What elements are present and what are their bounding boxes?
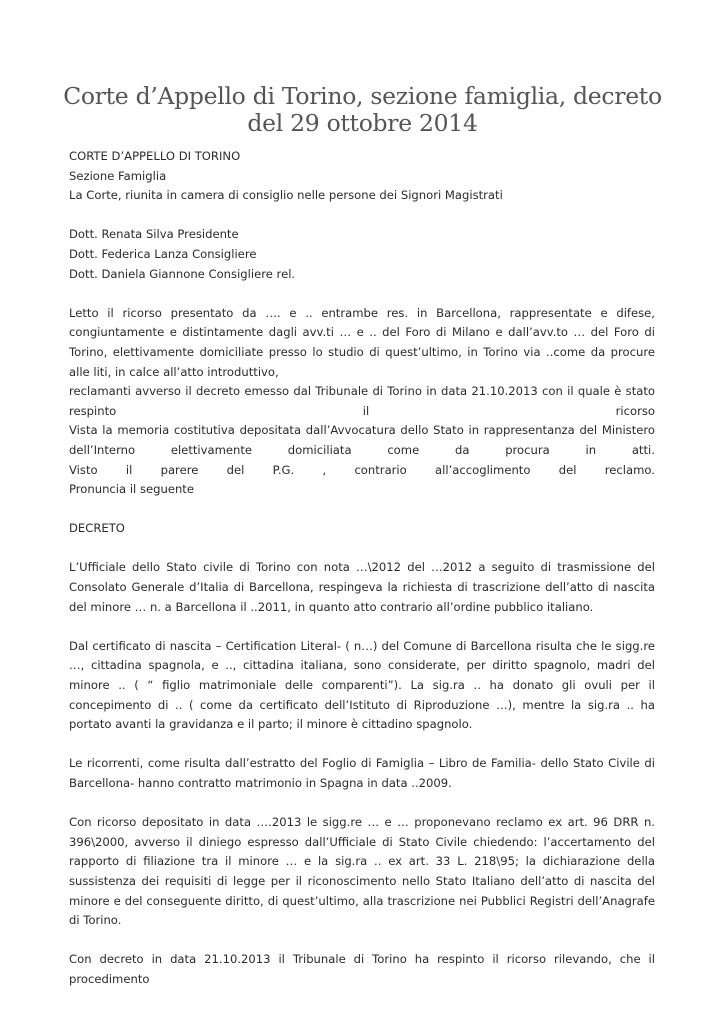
judge-councillor: Dott. Federica Lanza Consigliere: [69, 246, 257, 261]
visto-word: del: [558, 462, 577, 477]
body-paragraph: Le ricorrenti, come risulta dall’estratto del Foglio di Famiglia – Libro de Familia- dello Stato Civile di Barcellona- hanno contratto matrimonio in Spagna in data ..2009.: [69, 756, 655, 790]
court-section: Sezione Famiglia: [69, 168, 167, 183]
visto-word: all’accoglimento: [435, 462, 531, 477]
interno-word: atti.: [631, 442, 655, 457]
visto-word: ,: [322, 462, 327, 477]
reclamanti-line: reclamanti avverso il decreto emesso dal Tribunale di Torino in data 21.10.2013 con il quale è stato: [69, 384, 655, 399]
visto-word: Visto: [69, 462, 98, 477]
interno-word: da: [454, 442, 470, 457]
visto-word: P.G.: [272, 462, 295, 477]
interno-word: elettivamente: [170, 442, 253, 457]
court-header: [69, 147, 655, 206]
memoria-line: Vista la memoria costitutiva depositata dall’Avvocatura dello Stato in rappresentanza del Ministero: [69, 423, 655, 438]
judge-president: Dott. Renata Silva Presidente: [69, 227, 239, 242]
interno-word: come: [387, 442, 420, 457]
body-paragraph: Dal certificato di nascita – Certification Literal- ( n…) del Comune di Barcellona risulta che le sigg.re …, cittadina spagnola, e .., cittadina italiana, sono considerate, per diritto spagnolo, madri del minore .. ( “ figlio matrimoniale delle comparenti”). La sig.ra .. ha donato gli ovuli per il concepimento di .. ( come da certificato dell’Istituto di Riproduzione …), mentre la sig.ra .. ha portato avanti la gravidanza e il parto; il minore è cittadino spagnolo.: [69, 638, 655, 732]
court-composition: La Corte, riunita in camera di consiglio nelle persone dei Signori Magistrati: [69, 188, 503, 203]
interno-word: procura: [505, 442, 550, 457]
respinto-line: [69, 402, 655, 422]
pronuncia-line: Pronuncia il seguente: [69, 482, 194, 497]
body-paragraph: Con ricorso depositato in data ….2013 le sigg.re … e … proponevano reclamo ex art. 96 DRR n. 396\2000, avverso il diniego espresso dall’Ufficiale di Stato Civile chiedendo: l’accertamento del rapporto di filiazione tra il minore … e la sig.ra .. ex art. 33 L. 218\95; la dichiarazione della sussistenza dei requisiti di legge per il riconoscimento nello Stato Italiano dell’atto di nascita del minore e del conseguente diritto, di quest’ultimo, alla trascrizione nei Pubblici Registri dell’Anagrafe di Torino.: [69, 815, 655, 928]
document-title: Corte d’Appello di Torino, sezione famiglia, decreto del 29 ottobre 2014: [63, 82, 662, 137]
visto-word: del: [226, 462, 245, 477]
visto-word: parere: [160, 462, 199, 477]
judges-list: [69, 225, 655, 284]
judge-rapporteur: Dott. Daniela Giannone Consigliere rel.: [69, 266, 296, 281]
court-name: CORTE D’APPELLO DI TORINO: [69, 149, 241, 163]
interno-line: [69, 441, 655, 461]
visto-word: reclamo.: [604, 462, 655, 477]
body-paragraph: L’Ufficiale dello Stato civile di Torino con nota …\2012 del …2012 a seguito di trasmissione del Consolato Generale d’Italia di Barcellona, respingeva la richiesta di trascrizione dell’atto di nascita del minore … n. a Barcellona il ..2011, in quanto atto contrario all’ordine pubblico italiano.: [69, 560, 655, 614]
body-paragraph: Con decreto in data 21.10.2013 il Tribunale di Torino ha respinto il ricorso rilevando, che il procedimento: [69, 952, 655, 986]
visto-word: contrario: [354, 462, 407, 477]
intro-paragraph: Letto il ricorso presentato da …. e .. entrambe res. in Barcellona, rappresentate e difese, congiuntamente e distintamente dagli avv.ti … e .. del Foro di Milano e dall’avv.to … del Foro di Torino, elettivamente domiciliate presso lo studio di quest’ultimo, in Torino via ..come da procure alle liti, in calce all’atto introduttivo,: [69, 305, 655, 379]
respinto-word: ricorso: [615, 403, 655, 418]
respinto-word: respinto: [69, 403, 117, 418]
respinto-word: il: [362, 403, 370, 418]
decreto-heading: DECRETO: [69, 521, 125, 536]
interno-word: in: [585, 442, 597, 457]
interno-word: domiciliata: [287, 442, 352, 457]
visto-word: il: [125, 462, 133, 477]
document-body: [69, 147, 655, 1009]
preamble: [69, 304, 655, 500]
interno-word: dell’Interno: [69, 442, 136, 457]
visto-line: [69, 461, 655, 481]
